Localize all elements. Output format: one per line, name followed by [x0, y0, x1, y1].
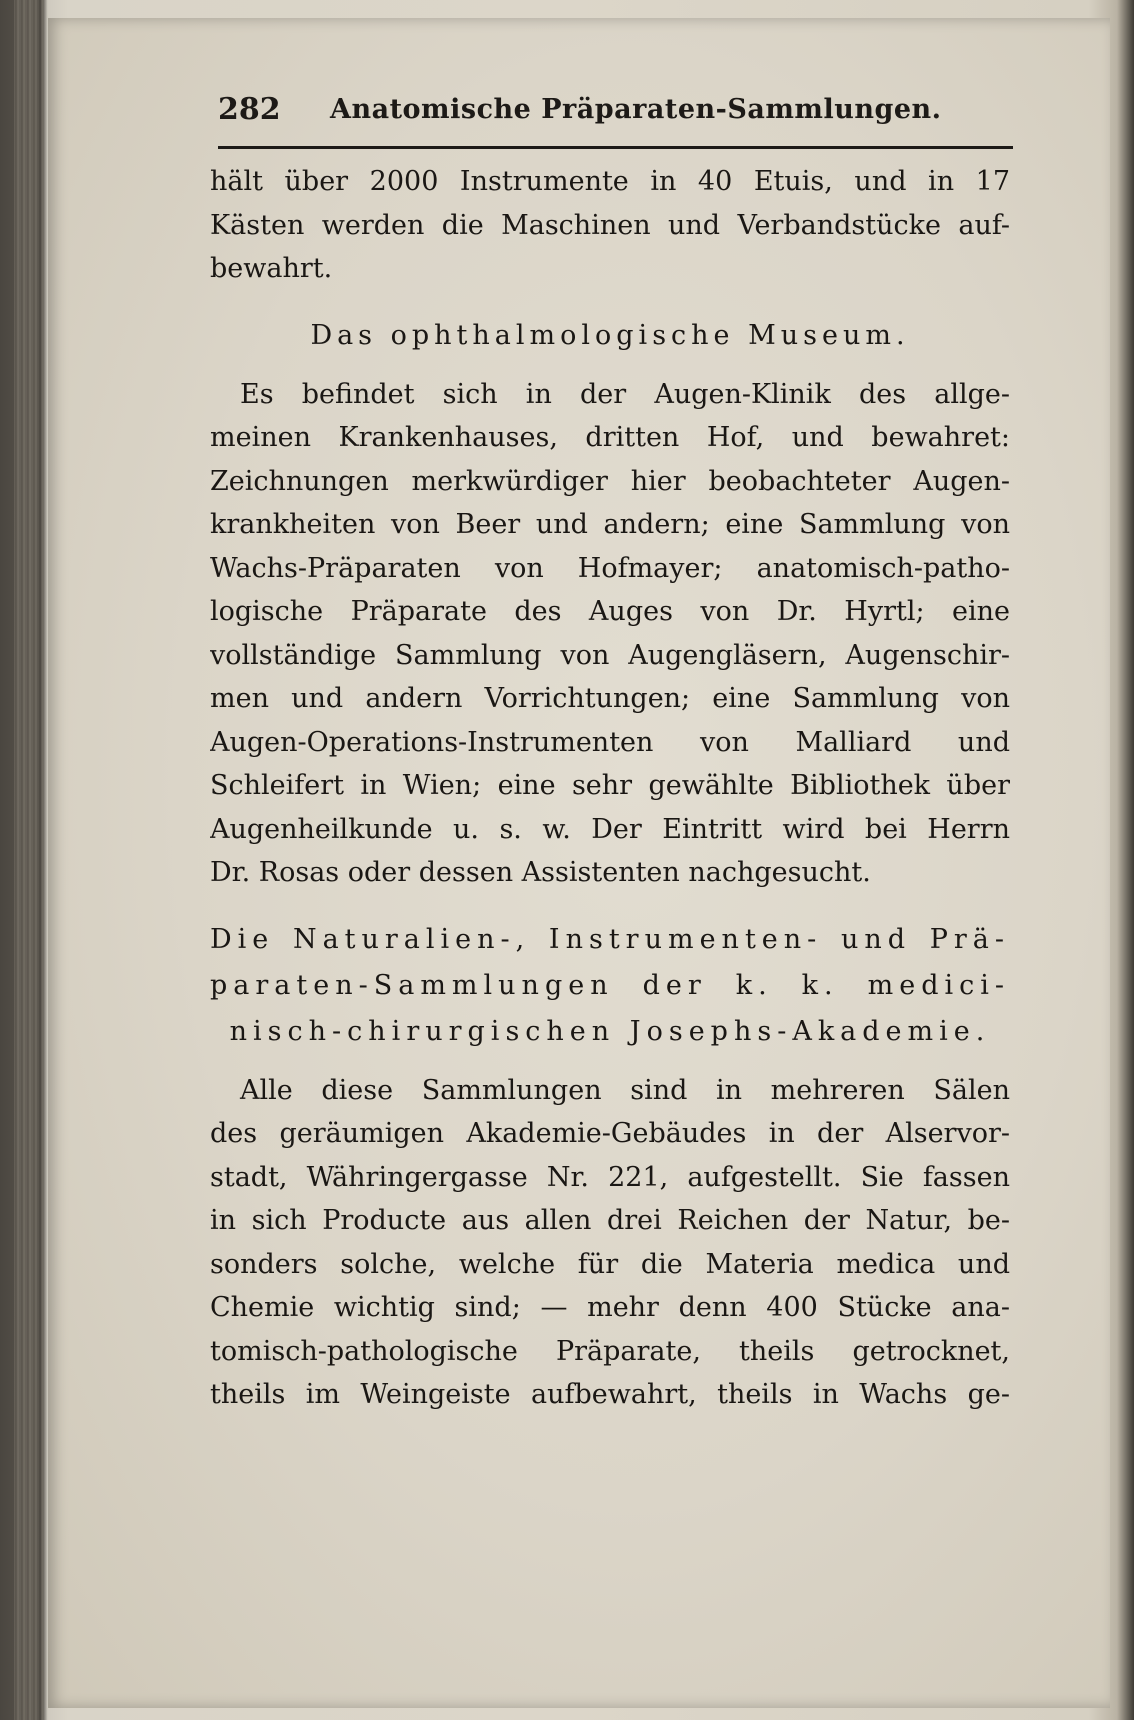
text-line: meinen Krankenhauses, dritten Hof, und bewahret: — [210, 422, 1010, 453]
spacer — [210, 1055, 1010, 1069]
text-line: Kästen werden die Maschinen und Verbandstücke auf- — [210, 209, 1010, 241]
section-heading-line: nisch-chirurgischen Josephs-Akademie. — [229, 1015, 991, 1047]
text-line: bewahrt. — [210, 253, 333, 284]
running-head — [218, 92, 1013, 142]
text-line: Augenheilkunde u. s. w. Der Eintritt wird bei Herrn — [210, 813, 1010, 845]
spacer — [210, 291, 1010, 313]
page-number: 282 — [218, 92, 281, 127]
text-line: Dr. Rosas oder dessen Assistenten nachgesucht. — [210, 857, 871, 888]
text-line: Alle diese Sammlungen sind in mehreren Sälen — [240, 1074, 1010, 1106]
page-edges — [14, 0, 44, 1720]
text-line: Schleifert in Wien; eine sehr gewählte Bibliothek über — [210, 770, 1010, 801]
text-line: in sich Producte aus allen drei Reichen der Natur, be- — [210, 1205, 1010, 1236]
header-rule — [218, 146, 1013, 149]
section-heading-line: paraten-Sammlungen der k. k. medici- — [210, 969, 1010, 1001]
running-head-title: Anatomische Präparaten-Sammlungen. — [330, 94, 942, 125]
text-line: Wachs-Präparaten von Hofmayer; anatomisch-patho- — [210, 552, 1010, 584]
text-line: vollständige Sammlung von Augengläsern, Augenschir- — [210, 639, 1010, 671]
text-line: krankheiten von Beer und andern; eine Sammlung von — [210, 509, 1010, 540]
text-line: Augen-Operations-Instrumenten von Malliard und — [210, 726, 1010, 758]
text-line: stadt, Währingergasse Nr. 221, aufgestellt. Sie fassen — [210, 1161, 1010, 1193]
section-heading-ophthalmology: Das ophthalmologische Museum. — [310, 319, 910, 351]
text-line: logische Präparate des Auges von Dr. Hyrtl; eine — [210, 596, 1010, 627]
text-line: sonders solche, welche für die Materia medica und — [210, 1248, 1010, 1280]
text-line: men und andern Vorrichtungen; eine Sammlung von — [210, 683, 1010, 714]
text-line: Es befindet sich in der Augen-Klinik des allge- — [240, 378, 1010, 410]
text-line: tomisch-pathologische Präparate, theils getrocknet, — [210, 1335, 1010, 1367]
text-line: theils im Weingeiste aufbewahrt, theils in Wachs ge- — [210, 1379, 1010, 1410]
text-line: Zeichnungen merkwürdiger hier beobachteter Augen- — [210, 465, 1010, 497]
spacer — [210, 895, 1010, 917]
text-line: Chemie wichtig sind; — mehr denn 400 Stücke ana- — [210, 1292, 1010, 1323]
page-text — [210, 160, 1010, 1417]
section-heading-line: Die Naturalien-, Instrumenten- und Prä- — [210, 923, 1010, 955]
text-line: des geräumigen Akademie-Gebäudes in der Alservor- — [210, 1118, 1010, 1149]
spacer — [210, 359, 1010, 373]
text-line: hält über 2000 Instrumente in 40 Etuis, und in 17 — [210, 166, 1010, 197]
